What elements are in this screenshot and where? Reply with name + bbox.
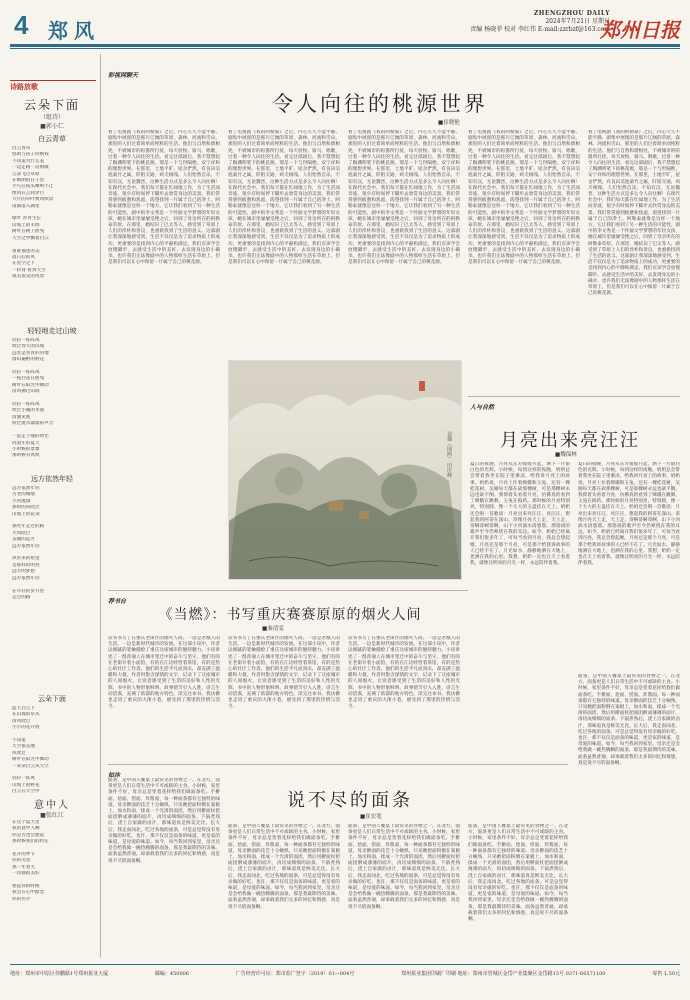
poem-author: ■郭小仁 bbox=[40, 123, 64, 130]
footer-price: 零售 1.50元 bbox=[652, 971, 680, 977]
poem-title: 云朵下面 bbox=[23, 98, 80, 112]
poem-line: 不知道为什么羞 bbox=[12, 158, 45, 164]
article-tag: 如沐 bbox=[108, 772, 121, 779]
poem-line: 想起你的时候 bbox=[12, 884, 40, 890]
article-body-col: 面条，是中国人餐桌上最常见的食物之一。在北方，面条更是人们日常生活中不可或缺的主食。小时候，家里条件不好，母亲总是变着花样给我们做面条吃。手擀面、烩面、捞面、炸酱面，每一种面条都有它独特的味道。母亲擀面的技艺十分娴熟，只见她把面粉倒在案板上，加水和面，揉成一个光滑的面团，然后用擀面杖把面团擀成薄薄的面片，再切成细细的面条。下锅煮熟后，浇上自家做的卤汁，那味道真是鲜美无比。长大后，我走南闯北，吃过各地的面条，可是总觉得没有母亲做的好吃。也许，那不仅仅是面条的味道，更是家的味道，是母爱的味道。如今，每当我回到家里，母亲还是会给我做一碗热腾腾的面条，那是我最期待的美味。面条虽然普通，却承载着我们太多的回忆和情感，真是说不尽的面条啊。 bbox=[468, 824, 568, 923]
poem-line: 很美很美的风景 bbox=[12, 274, 45, 280]
section-rule bbox=[468, 396, 680, 397]
column-rule bbox=[10, 80, 96, 81]
poem-lines bbox=[12, 146, 96, 281]
article-headline: 月亮出来亮汪汪 bbox=[500, 430, 640, 451]
poem-line: 吹过流水潺潺的声音 bbox=[12, 421, 54, 427]
article-body-col: 读书书写了在重庆老街区的烟火人间。一边是老城人的生活，一边是新时代城市的发展。在这部小说中，作者以细腻的笔触描绘了重庆这座城市的独特魅力。小说讲述了一群普通人在城市变迁中的奋斗与坚守，他们有的在老街开着小面馆，有的在江边经营着茶馆，有的是热心的社区工作者。他们的生活平凡而真实，却充满了温暖和力量。作者用饱含深情的文字，记录下了这座城市的人间烟火，让读者感受到了生活的美好和人性的光辉。书中的人物形象鲜明，故事情节引人入胜，语言生动活泼，充满了浓郁的地方特色。读完这本书，我仿佛也走进了重庆的大街小巷，感受到了那里的热情与活力。 bbox=[108, 636, 220, 710]
poem-line: 落日后的风 bbox=[12, 254, 35, 260]
poem-line: 山坡上的野花 bbox=[12, 782, 40, 788]
poem-line: 在这个夏天里 bbox=[12, 820, 40, 825]
poem-line: 古老的城墙 bbox=[12, 492, 35, 498]
poem-line: 那些年走过的路 bbox=[12, 524, 45, 530]
poem-line: 吹过春天的山坡 bbox=[12, 344, 45, 350]
poem-line: 在晴朗的日子里 bbox=[12, 178, 45, 184]
poem-line: 那时的风吹过 bbox=[12, 505, 40, 511]
poem-line: 一起走下坡的时光 bbox=[12, 434, 49, 440]
poem-section-title: 云朵下面 bbox=[38, 695, 66, 703]
article-body-col: 看了电视剧《我的阿勒泰》之后，内心久久不能平静。剧集中展现的是那片辽阔的草原、森林、河流和雪山，那里的人们过着简单而纯粹的生活。他们与自然和谐相处，不被城市的喧嚣所打扰，每天放牧、骑马、唱歌，过着一种令人向往的生活。看完这部剧后，我不禁想起了陶渊明笔下的桃花源，那是一个与世隔绝、安宁祥和的理想世界。在那里，土地平旷，屋舍俨然，有良田美池桑竹之属，阡陌交通，鸡犬相闻。人们怡然自乐，不知有汉，无论魏晋。这种生活方式是多么令人向往啊！在现代社会中，我们每天都在忙碌地工作，为了生活而奔波，很少有时间停下脚步去欣赏身边的美景。我们常常感到疲惫和焦虑，渴望找到一片属于自己的净土。阿勒泰就像是这样一个地方，它让我们看到了另一种生活的可能性。剧中的李文秀是一个怀揣文学梦想的年轻女孩，她在城市里屡屡受挫之后，回到了母亲所在的阿勒泰草原。在那里，她结识了巴太等人，感受到了草原上人们的淳朴和善良，也重新找到了生活的意义。这部剧让我深深地感受到，生活不仅仅是为了追求物质上的成功，更重要的是找到内心的平静和满足。我们应该学会放慢脚步，去感受生活中的美好，去发现身边的小确幸。也许我们无法像剧中的人物那样生活在草原上，但是我们可以在心中保留一片属于自己的桃花源。 bbox=[588, 130, 680, 297]
ink-painting bbox=[228, 360, 462, 580]
poem-line: 一枝白花在摇曳 bbox=[12, 376, 45, 382]
article-body-col: 面条，是中国人餐桌上最常见的食物之一。在北方，面条更是人们日常生活中不可或缺的主食。小时候，家里条件不好，母亲总是变着花样给我们做面条吃。手擀面、烩面、捞面、炸酱面，每一种面条都有它独特的味道。母亲擀面的技艺十分娴熟，只见她把面粉倒在案板上，加水和面，揉成一个光滑的面团，然后用擀面杖把面团擀成薄薄的面片，再切成细细的面条。下锅煮熟后，浇上自家做的卤汁，那味道真是鲜美无比。长大后，我走南闯北，吃过各地的面条，可是总觉得没有母亲做的好吃。也许，那不仅仅是面条的味道，更是家的味道，是母爱的味道。如今，每当我回到家里，母亲还是会给我做一碗热腾腾的面条，那是我最期待的美味。面条虽然普通，却承载着我们太多的回忆和情感，真是说不尽的面条啊。 bbox=[348, 824, 460, 910]
poem-section-title: 轻轻地走过山坡 bbox=[27, 327, 77, 335]
page-number: 4 bbox=[14, 10, 29, 40]
poem-line: 吹过小溪的水面 bbox=[12, 408, 45, 414]
poem-section-title: 白云青草 bbox=[38, 135, 66, 143]
poem-line: 悠闲与孩子同嬉戏 bbox=[12, 152, 49, 158]
poem-line: 清风拂过山间 bbox=[12, 389, 40, 395]
footer-postcode: 邮编：450006 bbox=[154, 971, 189, 977]
poem-line: 像风在云间穿行 bbox=[12, 190, 45, 196]
article-body-col: 看了电视剧《我的阿勒泰》之后，内心久久不能平静。剧集中展现的是那片辽阔的草原、森林、河流和雪山，那里的人们过着简单而纯粹的生活。他们与自然和谐相处，不被城市的喧嚣所打扰，每天放牧、骑马、唱歌，过着一种令人向往的生活。看完这部剧后，我不禁想起了陶渊明笔下的桃花源，那是一个与世隔绝、安宁祥和的理想世界。在那里，土地平旷，屋舍俨然，有良田美池桑竹之属，阡陌交通，鸡犬相闻。人们怡然自乐，不知有汉，无论魏晋。这种生活方式是多么令人向往啊！在现代社会中，我们每天都在忙碌地工作，为了生活而奔波，很少有时间停下脚步去欣赏身边的美景。我们常常感到疲惫和焦虑，渴望找到一片属于自己的净土。阿勒泰就像是这样一个地方，它让我们看到了另一种生活的可能性。剧中的李文秀是一个怀揣文学梦想的年轻女孩，她在城市里屡屡受挫之后，回到了母亲所在的阿勒泰草原。在那里，她结识了巴太等人，感受到了草原上人们的淳朴和善良，也重新找到了生活的意义。这部剧让我深深地感受到，生活不仅仅是为了追求物质上的成功，更重要的是找到内心的平静和满足。我们应该学会放慢脚步，去感受生活中的美好，去发现身边的小确幸。也许我们无法像剧中的人物那样生活在草原上，但是我们可以在心中保留一片属于自己的桃花源。 bbox=[228, 130, 340, 266]
article-body-col: 看了电视剧《我的阿勒泰》之后，内心久久不能平静。剧集中展现的是那片辽阔的草原、森林、河流和雪山，那里的人们过着简单而纯粹的生活。他们与自然和谐相处，不被城市的喧嚣所打扰，每天放牧、骑马、唱歌，过着一种令人向往的生活。看完这部剧后，我不禁想起了陶渊明笔下的桃花源，那是一个与世隔绝、安宁祥和的理想世界。在那里，土地平旷，屋舍俨然，有良田美池桑竹之属，阡陌交通，鸡犬相闻。人们怡然自乐，不知有汉，无论魏晋。这种生活方式是多么令人向往啊！在现代社会中，我们每天都在忙碌地工作，为了生活而奔波，很少有时间停下脚步去欣赏身边的美景。我们常常感到疲惫和焦虑，渴望找到一片属于自己的净土。阿勒泰就像是这样一个地方，它让我们看到了另一种生活的可能性。剧中的李文秀是一个怀揣文学梦想的年轻女孩，她在城市里屡屡受挫之后，回到了母亲所在的阿勒泰草原。在那里，她结识了巴太等人，感受到了草原上人们的淳朴和善良，也重新找到了生活的意义。这部剧让我深深地感受到，生活不仅仅是为了追求物质上的成功，更重要的是找到内心的平静和满足。我们应该学会放慢脚步，去感受生活中的美好，去发现身边的小确幸。也许我们无法像剧中的人物那样生活在草原上，但是我们可以在心中保留一片属于自己的桃花源。 bbox=[108, 130, 220, 266]
poem-line: 那时候我们的约定 bbox=[12, 839, 49, 845]
poem-line: 树叶在阳光中舞动 bbox=[12, 382, 49, 388]
poem-lines bbox=[12, 706, 96, 796]
poem-line: 那时候有风吹 bbox=[12, 453, 40, 459]
article-tag: 人与自然 bbox=[470, 404, 495, 411]
article-body-col: 面条，是中国人餐桌上最常见的食物之一。在北方，面条更是人们日常生活中不可或缺的主食。小时候，家里条件不好，母亲总是变着花样给我们做面条吃。手擀面、烩面、捞面、炸酱面，每一种面条都有它独特的味道。母亲擀面的技艺十分娴熟，只见她把面粉倒在案板上，加水和面，揉成一个光滑的面团，然后用擀面杖把面团擀成薄薄的面片，再切成细细的面条。下锅煮熟后，浇上自家做的卤汁，那味道真是鲜美无比。长大后，我走南闯北，吃过各地的面条，可是总觉得没有母亲做的好吃。也许，那不仅仅是面条的味道，更是家的味道，是母爱的味道。如今，每当我回到家里，母亲还是会给我做一碗热腾腾的面条，那是我最期待的美味。面条虽然普通，却承载着我们太多的回忆和情感，真是说不尽的面条啊。 bbox=[228, 824, 340, 910]
article-body-col: 夏日的夜晚，月亮从东方缓缓升起，洒下一片银白色的光辉。小时候，每到这样的夜晚，奶奶总会带着我坐在院子里乘凉，给我讲月亮上的故事。奶奶说，月亮上住着嫦娥和玉兔，还有一棵桂花树，吴刚每天都在砍那棵树，可是那棵树永远也砍不倒。我仰着头看着月亮，仿佛真的看到了嫦娥在跳舞，玉兔在捣药。那时候的月亮特别亮，特别圆，像一个大大的玉盘挂在天上。奶奶还会唱一首歌谣：月亮出来亮汪汪，亮汪汪，想起我的阿哥在深山。哥像月亮天上走，天上走，哥啊哥啊哥啊，山下小河淌水清悠悠。那悠扬的歌声至今仍萦绕在我的耳边。如今，奶奶已经离开我们很多年了，可每当看到月亮，我总会想起她。月亮还是那个月亮，可是那个给我讲故事的人已经不在了。月光如水，静静地洒在大地上，也洒在我的心里。我想，奶奶一定也在天上看着我，就像这明亮的月光一样，永远陪伴着我。 bbox=[470, 462, 570, 567]
article-byline: ■崔宏宽 bbox=[360, 814, 382, 820]
poem-line: 清澈见底 bbox=[12, 414, 31, 420]
painting-caption: 逗趣（国画） 田庆峰 bbox=[446, 431, 452, 478]
poem-line: 轻轻一阵风 bbox=[12, 776, 35, 782]
painting-illustration bbox=[229, 361, 461, 579]
poem-line: 你是否也会想起 bbox=[12, 832, 45, 838]
article-byline: ■崔晓艳 bbox=[438, 120, 460, 126]
editors-line: 责编 杨晓菲 校对 李红伟 E-mail:zzrbzf@163.com bbox=[470, 26, 610, 33]
poem-line: 绿叶 青青生长 bbox=[12, 216, 42, 222]
poem-line: 那一年春天 bbox=[12, 864, 35, 870]
poem-line: 在山坡的草丛 bbox=[12, 712, 40, 718]
poem-line: 我会在心中默念 bbox=[12, 890, 45, 896]
footer-address: 地址：郑州市中原区伟鹏路1号郑州报业大厦 bbox=[10, 971, 109, 977]
poem-line: 大风吹过 bbox=[12, 530, 31, 536]
masthead-info bbox=[440, 10, 610, 34]
footer-ad-license: 广告经营许可证：郑市监广登字〔2019〕01—004号 bbox=[235, 971, 355, 977]
poem-line: 远方依然年轻 bbox=[12, 486, 40, 491]
poem-line: 风带来的希望 bbox=[12, 556, 40, 562]
article-body-col: 看了电视剧《我的阿勒泰》之后，内心久久不能平静。剧集中展现的是那片辽阔的草原、森林、河流和雪山，那里的人们过着简单而纯粹的生活。他们与自然和谐相处，不被城市的喧嚣所打扰，每天放牧、骑马、唱歌，过着一种令人向往的生活。看完这部剧后，我不禁想起了陶渊明笔下的桃花源，那是一个与世隔绝、安宁祥和的理想世界。在那里，土地平旷，屋舍俨然，有良田美池桑竹之属，阡陌交通，鸡犬相闻。人们怡然自乐，不知有汉，无论魏晋。这种生活方式是多么令人向往啊！在现代社会中，我们每天都在忙碌地工作，为了生活而奔波，很少有时间停下脚步去欣赏身边的美景。我们常常感到疲惫和焦虑，渴望找到一片属于自己的净土。阿勒泰就像是这样一个地方，它让我们看到了另一种生活的可能性。剧中的李文秀是一个怀揣文学梦想的年轻女孩，她在城市里屡屡受挫之后，回到了母亲所在的阿勒泰草原。在那里，她结识了巴太等人，感受到了草原上人们的淳朴和善良，也重新找到了生活的意义。这部剧让我深深地感受到，生活不仅仅是为了追求物质上的成功，更重要的是找到内心的平静和满足。我们应该学会放慢脚步，去感受生活中的美好，去发现身边的小确幸。也许我们无法像剧中的人物那样生活在草原上，但是我们可以在心中保留一片属于自己的桃花源。 bbox=[348, 130, 460, 266]
article-tag: 彩视网聊天 bbox=[108, 72, 139, 79]
poem-line: 天空很美丽 bbox=[12, 744, 35, 750]
poem-line: 小河流淌 bbox=[12, 498, 31, 504]
page-footer bbox=[10, 964, 680, 977]
poem-line: 远方依然年轻 bbox=[12, 575, 40, 581]
article-headline: 令人向往的桃源世界 bbox=[272, 92, 488, 116]
poem-line: 漫山遍野的野花 bbox=[12, 357, 45, 363]
poem-line: 一切都很美好 bbox=[12, 871, 40, 877]
poem-author: ■张红江 bbox=[40, 812, 64, 819]
poem-line: 白云青草 bbox=[12, 146, 31, 151]
article-body-col: 读书书写了在重庆老街区的烟火人间。一边是老城人的生活，一边是新时代城市的发展。在这部小说中，作者以细腻的笔触描绘了重庆这座城市的独特魅力。小说讲述了一群普通人在城市变迁中的奋斗与坚守，他们有的在老街开着小面馆，有的在江边经营着茶馆，有的是热心的社区工作者。他们的生活平凡而真实，却充满了温暖和力量。作者用饱含深情的文字，记录下了这座城市的人间烟火，让读者感受到了生活的美好和人性的光辉。书中的人物形象鲜明，故事情节引人入胜，语言生动活泼，充满了浓郁的地方特色。读完这本书，我仿佛也走进了重庆的大街小巷，感受到了那里的热情与活力。 bbox=[228, 636, 340, 710]
poem-line: 小时候的景象 bbox=[12, 446, 40, 452]
section-rule bbox=[108, 590, 468, 591]
article-body-col: 夏日的夜晚，月亮从东方缓缓升起，洒下一片银白色的光辉。小时候，每到这样的夜晚，奶奶总会带着我坐在院子里乘凉，给我讲月亮上的故事。奶奶说，月亮上住着嫦娥和玉兔，还有一棵桂花树，吴刚每天都在砍那棵树，可是那棵树永远也砍不倒。我仰着头看着月亮，仿佛真的看到了嫦娥在跳舞，玉兔在捣药。那时候的月亮特别亮，特别圆，像一个大大的玉盘挂在天上。奶奶还会唱一首歌谣：月亮出来亮汪汪，亮汪汪，想起我的阿哥在深山。哥像月亮天上走，天上走，哥啊哥啊哥啊，山下小河淌水清悠悠。那悠扬的歌声至今仍萦绕在我的耳边。如今，奶奶已经离开我们很多年了，可每当看到月亮，我总会想起她。月亮还是那个月亮，可是那个给我讲故事的人已经不在了。月光如水，静静地洒在大地上，也洒在我的心里。我想，奶奶一定也在天上看着我，就像这明亮的月光一样，永远陪伴着我。 bbox=[578, 462, 680, 567]
section-rule bbox=[108, 764, 568, 765]
poem-line: 轻轻一阵阵风 bbox=[12, 402, 40, 408]
section-title: 郑风 bbox=[48, 19, 100, 43]
left-poetry-column bbox=[8, 54, 101, 958]
poem-line: 蓝天白云下 bbox=[12, 706, 35, 711]
poem-lines bbox=[12, 338, 96, 460]
article-byline: ■魏保林 bbox=[555, 452, 577, 458]
poem-lines bbox=[12, 820, 96, 903]
poem-line: 一边走路一边唱歌 bbox=[12, 165, 49, 171]
poem-lines bbox=[12, 486, 96, 601]
poem-line: 大片的草叶被风吹动 bbox=[12, 197, 54, 203]
poem-line: 在年轻的岁月里 bbox=[12, 588, 45, 594]
poem-line: 不知道 bbox=[12, 738, 26, 744]
column-label: 诗路放歌 bbox=[10, 82, 38, 91]
poem-line: 山坡上的花朵 bbox=[12, 511, 40, 517]
article-body-col: 看了电视剧《我的阿勒泰》之后，内心久久不能平静。剧集中展现的是那片辽阔的草原、森林、河流和雪山，那里的人们过着简单而纯粹的生活。他们与自然和谐相处，不被城市的喧嚣所打扰，每天放牧、骑马、唱歌，过着一种令人向往的生活。看完这部剧后，我不禁想起了陶渊明笔下的桃花源，那是一个与世隔绝、安宁祥和的理想世界。在那里，土地平旷，屋舍俨然，有良田美池桑竹之属，阡陌交通，鸡犬相闻。人们怡然自乐，不知有汉，无论魏晋。这种生活方式是多么令人向往啊！在现代社会中，我们每天都在忙碌地工作，为了生活而奔波，很少有时间停下脚步去欣赏身边的美景。我们常常感到疲惫和焦虑，渴望找到一片属于自己的净土。阿勒泰就像是这样一个地方，它让我们看到了另一种生活的可能性。剧中的李文秀是一个怀揣文学梦想的年轻女孩，她在城市里屡屡受挫之后，回到了母亲所在的阿勒泰草原。在那里，她结识了巴太等人，感受到了草原上人们的淳朴和善良，也重新找到了生活的意义。这部剧让我深深地感受到，生活不仅仅是为了追求物质上的成功，更重要的是找到内心的平静和满足。我们应该学会放慢脚步，去感受生活中的美好，去发现身边的小确幸。也许我们无法像剧中的人物那样生活在草原上，但是我们可以在心中保留一片属于自己的桃花源。 bbox=[468, 130, 580, 266]
poem-line: 轻轻一阵阵风 bbox=[12, 338, 40, 343]
poem-line: 一转身 看到天空 bbox=[12, 267, 46, 273]
poem-line: 小鸟在枝头啾鸣不止 bbox=[12, 184, 54, 190]
poem-line: 在星空之下 bbox=[12, 261, 35, 267]
poem-line: 树叶在树上摇曳 bbox=[12, 229, 45, 235]
poem-line: 是那样的明亮 bbox=[12, 562, 40, 568]
paper-english-name: ZHENGZHOU DAILY bbox=[533, 10, 610, 17]
date-line: 2024年7月21日 星期日 bbox=[545, 18, 610, 25]
header-rule-thin bbox=[10, 48, 680, 49]
poem-title: 意中人 bbox=[34, 800, 70, 811]
poem-line: 很难描述的美 bbox=[12, 248, 40, 254]
poem-line: 云朵飞过草原 bbox=[12, 171, 40, 177]
poem-line: 清风吹过 bbox=[12, 718, 31, 724]
poem-line: 天空之中飘着白云 bbox=[12, 235, 49, 241]
footer-printer: 郑州报业集团印刷厂印刷 地址：郑州市管城区金岱产业集聚区金岱路15号 0371-66571100 bbox=[401, 971, 606, 977]
poem-subtitle: （组诗） bbox=[39, 114, 64, 121]
poem-line: 风吹过 bbox=[12, 750, 26, 756]
poem-line: 美丽的远方 bbox=[12, 537, 35, 543]
poem-line: 你的笑容 bbox=[12, 858, 31, 864]
poem-line: 远方的梦想 bbox=[12, 569, 35, 575]
poem-line: 轻轻一阵阵风 bbox=[12, 370, 40, 376]
article-headline: 说不尽的面条 bbox=[287, 790, 413, 811]
article-tag: 荐书台 bbox=[108, 598, 127, 605]
poem-line: 远处是青青的草地 bbox=[12, 350, 49, 356]
article-byline: ■秦清雯 bbox=[262, 626, 284, 632]
poem-line: 树叶在阳光中舞动 bbox=[12, 757, 49, 763]
newspaper-logo: 郑州日报 bbox=[600, 18, 680, 42]
article-body-col: 读书书写了在重庆老街区的烟火人间。一边是老城人的生活，一边是新时代城市的发展。在这部小说中，作者以细腻的笔触描绘了重庆这座城市的独特魅力。小说讲述了一群普通人在城市变迁中的奋斗与坚守，他们有的在老街开着小面馆，有的在江边经营着茶馆，有的是热心的社区工作者。他们的生活平凡而真实，却充满了温暖和力量。作者用饱含深情的文字，记录下了这座城市的人间烟火，让读者感受到了生活的美好和人性的光辉。书中的人物形象鲜明，故事情节引人入胜，语言生动活泼，充满了浓郁的地方特色。读完这本书，我仿佛也走进了重庆的大街小巷，感受到了那里的热情与活力。 bbox=[348, 636, 460, 710]
poem-line: 花开的季节 bbox=[12, 852, 35, 858]
poem-line: 你的名字 bbox=[12, 896, 31, 902]
poem-line: 同童年的夏天 bbox=[12, 440, 40, 446]
poem-line: 小小的花开放 bbox=[12, 725, 40, 731]
poem-line: 我的意中人啊 bbox=[12, 826, 40, 832]
poem-line: 走过的路 bbox=[12, 594, 31, 600]
poem-line: 白云在天空中 bbox=[12, 789, 40, 795]
article-body-col: 面条，是中国人餐桌上最常见的食物之一。在北方，面条更是人们日常生活中不可或缺的主食。小时候，家里条件不好，母亲总是变着花样给我们做面条吃。手擀面、烩面、捞面、炸酱面，每一种面条都有它独特的味道。母亲擀面的技艺十分娴熟，只见她把面粉倒在案板上，加水和面，揉成一个光滑的面团，然后用擀面杖把面团擀成薄薄的面片，再切成细细的面条。下锅煮熟后，浇上自家做的卤汁，那味道真是鲜美无比。长大后，我走南闯北，吃过各地的面条，可是总觉得没有母亲做的好吃。也许，那不仅仅是面条的味道，更是家的味道，是母爱的味道。如今，每当我回到家里，母亲还是会给我做一碗热腾腾的面条，那是我最期待的美味。面条虽然普通，却承载着我们太多的回忆和情感，真是说不尽的面条啊。 bbox=[578, 674, 680, 766]
poem-line: 远方依然年轻 bbox=[12, 543, 40, 549]
article-body-col: 面条，是中国人餐桌上最常见的食物之一。在北方，面条更是人们日常生活中不可或缺的主食。小时候，家里条件不好，母亲总是变着花样给我们做面条吃。手擀面、烩面、捞面、炸酱面，每一种面条都有它独特的味道。母亲擀面的技艺十分娴熟，只见她把面粉倒在案板上，加水和面，揉成一个光滑的面团，然后用擀面杖把面团擀成薄薄的面片，再切成细细的面条。下锅煮熟后，浇上自家做的卤汁，那味道真是鲜美无比。长大后，我走南闯北，吃过各地的面条，可是总觉得没有母亲做的好吃。也许，那不仅仅是面条的味道，更是家的味道，是母爱的味道。如今，每当我回到家里，母亲还是会给我做一碗热腾腾的面条，那是我最期待的美味。面条虽然普通，却承载着我们太多的回忆和情感，真是说不尽的面条啊。 bbox=[108, 778, 220, 864]
header-rule bbox=[10, 44, 680, 47]
poem-section-title: 远方依然年轻 bbox=[31, 475, 73, 483]
poem-line: 一朵朵白云从天空 bbox=[12, 763, 49, 769]
poem-line: 雨滴落入湖里 bbox=[12, 203, 40, 209]
article-headline: 《当燃》：书写重庆赛赛原原的烟火人间 bbox=[158, 607, 422, 623]
poem-line: 山坡上的羊群 bbox=[12, 222, 40, 228]
